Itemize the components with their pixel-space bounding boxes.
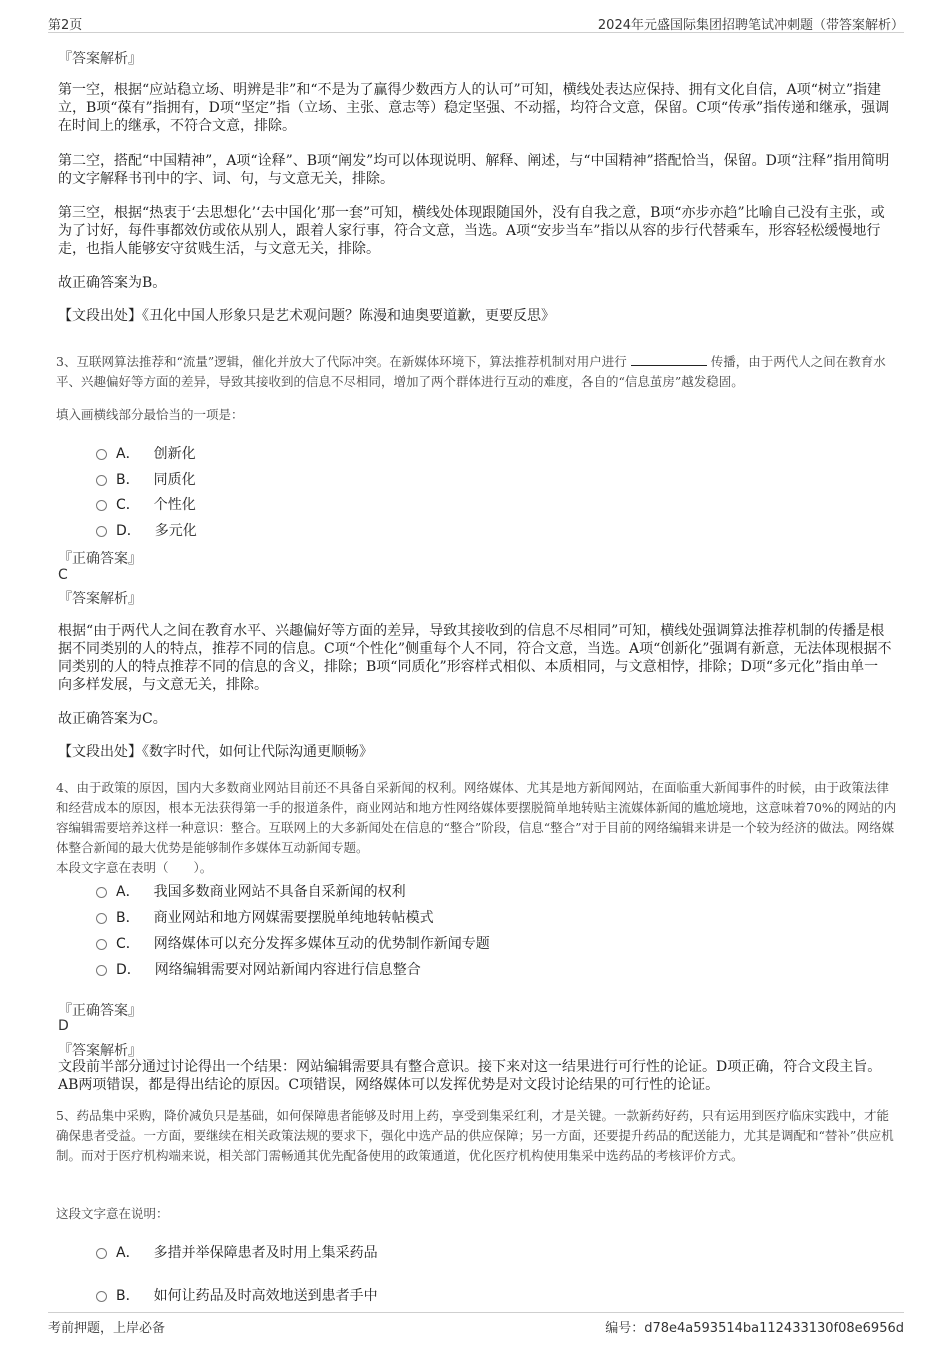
analysis-paragraph: 第二空，搭配“中国精神”，A项“诠释”、B项“阐发”均可以体现说明、解释、阐述，与“中国精神”搭配恰当，保留。D项“注释”指用简明的文字解释书刊中的字、词、句，与文意无关，排除。 xyxy=(58,153,890,187)
question-stem xyxy=(56,352,898,392)
option-letter: A． xyxy=(116,446,140,462)
option-text: 我国多数商业网站不具备自采新闻的权利 xyxy=(153,884,406,900)
radio-button[interactable] xyxy=(96,887,107,898)
answer-label: 『正确答案』 xyxy=(58,1003,142,1019)
analysis-paragraph: 第一空，根据“应站稳立场、明辨是非”和“不是为了赢得少数西方人的认可”可知，横线处表达应保持、拥有文化自信，A项“树立”指建立，B项“葆有”指拥有，D项“坚定”指（立场、主张、意志等）稳定坚强、不动摇，均符合文意，保留。C项“传承”指传递和继承，强调在时间上的继承，不符合文意，排除。 xyxy=(58,82,890,134)
question-prompt: 这段文字意在说明： xyxy=(56,1206,169,1221)
question-stem-part: 传播，由于两代人之间在教育水平、兴趣偏好等方面的差异，导致其接收到的信息不尽相同，增加了两个群体进行互动的难度，各自的“信息茧房”越发稳固。 xyxy=(56,354,886,389)
analysis-label: 『答案解析』 xyxy=(58,591,142,607)
option-letter: D． xyxy=(116,962,141,978)
option-b[interactable] xyxy=(96,469,196,489)
fill-blank xyxy=(631,355,707,366)
document-title: 2024年元盛国际集团招聘笔试冲刺题（带答案解析） xyxy=(597,18,904,33)
radio-button[interactable] xyxy=(96,475,107,486)
question-stem-part: 3、互联网算法推荐和“流量”逻辑，催化并放大了代际冲突。在新媒体环境下，算法推荐机制对用户进行 xyxy=(56,354,627,369)
option-letter: D． xyxy=(116,523,141,539)
conclusion-text: 故正确答案为B。 xyxy=(58,275,167,291)
option-text: 多元化 xyxy=(154,523,197,539)
radio-button[interactable] xyxy=(96,1291,107,1302)
option-text: 创新化 xyxy=(153,446,196,462)
option-letter: C． xyxy=(116,497,140,513)
footer-slogan: 考前押题，上岸必备 xyxy=(48,1321,166,1336)
option-a[interactable] xyxy=(96,443,196,463)
radio-button[interactable] xyxy=(96,449,107,460)
correct-answer: C xyxy=(58,567,68,583)
analysis-paragraph: 文段前半部分通过讨论得出一个结果：网站编辑需要具有整合意识。接下来对这一结果进行可行性的论证。D项正确，符合文段主旨。AB两项错误，都是得出结论的原因。C项错误，网络媒体可以发挥优势是对文段讨论结果的可行性的论证。 xyxy=(58,1059,882,1093)
question-stem: 4、由于政策的原因，国内大多数商业网站目前还不具备自采新闻的权利。网络媒体、尤其是地方新闻网站，在面临重大新闻事件的时候，由于政策法律和经营成本的原因，根本无法获得第一手的报道条件，商业网站和地方性网络媒体要摆脱简单地转贴主流媒体新闻的尴尬境地，这意味着70%的网站的内容编辑需要培养这样一种意识：整合。互联网上的大多新闻处在信息的“整合”阶段，信息“整合”对于目前的网络编辑来讲是一个较为经济的做法。网络媒体整合新闻的最大优势是能够制作多媒体互动新闻专题。 xyxy=(56,780,897,855)
radio-button[interactable] xyxy=(96,965,107,976)
radio-button[interactable] xyxy=(96,500,107,511)
option-letter: A． xyxy=(116,884,140,900)
option-b[interactable] xyxy=(96,907,434,927)
option-text: 网络媒体可以充分发挥多媒体互动的优势制作新闻专题 xyxy=(153,936,490,952)
analysis-label: 『答案解析』 xyxy=(58,1043,142,1059)
option-letter: B． xyxy=(116,910,140,926)
analysis-paragraph: 第三空，根据“热衷于‘去思想化’‘去中国化’那一套”可知，横线处体现跟随国外，没有自我之意，B项“亦步亦趋”比喻自己没有主张，或为了讨好，每件事都效仿或依从别人，跟着人家行事，符合文意，当选。A项“安步当车”指以从容的步行代替乘车，形容轻松缓慢地行走，也指人能够安守贫贱生活，与文意无关，排除。 xyxy=(58,205,885,257)
page-footer xyxy=(48,1312,904,1336)
page-header xyxy=(48,14,904,33)
document-id: 编号：d78e4a593514ba112433130f08e6956d xyxy=(605,1321,904,1336)
option-text: 个性化 xyxy=(153,497,196,513)
option-b[interactable] xyxy=(96,1285,378,1305)
option-text: 同质化 xyxy=(153,472,196,488)
option-letter: C． xyxy=(116,936,140,952)
option-c[interactable] xyxy=(96,494,196,514)
source-citation: 【文段出处】《数字时代，如何让代际沟通更顺畅》 xyxy=(58,744,373,760)
conclusion-text: 故正确答案为C。 xyxy=(58,711,167,727)
question-prompt: 本段文字意在表明（ ）。 xyxy=(56,860,213,875)
option-text: 网络编辑需要对网站新闻内容进行信息整合 xyxy=(154,962,421,978)
question-stem: 5、药品集中采购，降价减负只是基础，如何保障患者能够及时用上药，享受到集采红利，才是关键。一款新药好药，只有运用到医疗临床实践中，才能确保患者受益。一方面，要继续在相关政策法规的要求下，强化中选产品的供应保障；另一方面，还要提升药品的配送能力，尤其是调配和“替补”供应机制。而对于医疗机构端来说，相关部门需畅通其优先配备使用的政策通道，优化医疗机构使用集采中选药品的考核评价方式。 xyxy=(56,1108,894,1163)
question-prompt: 填入画横线部分最恰当的一项是： xyxy=(56,407,244,422)
option-text: 如何让药品及时高效地送到患者手中 xyxy=(153,1288,378,1304)
radio-button[interactable] xyxy=(96,526,107,537)
option-letter: B． xyxy=(116,472,140,488)
analysis-paragraph: 根据“由于两代人之间在教育水平、兴趣偏好等方面的差异，导致其接收到的信息不尽相同”可知，横线处强调算法推荐机制的传播是根据不同类别的人的特点，推荐不同的信息。C项“个性化”侧重每个人不同，符合文意，当选。A项“创新化”强调有新意，无法体现根据不同类别的人的特点推荐不同的信息的含义，排除；B项“同质化”形容样式相似、本质相同，与文意相悖，排除；D项“多元化”指由单一向多样发展，与文意无关，排除。 xyxy=(58,623,892,693)
option-a[interactable] xyxy=(96,1242,378,1262)
radio-button[interactable] xyxy=(96,939,107,950)
page-number: 第2页 xyxy=(48,18,83,33)
option-text: 多措并举保障患者及时用上集采药品 xyxy=(153,1245,378,1261)
radio-button[interactable] xyxy=(96,913,107,924)
answer-label: 『正确答案』 xyxy=(58,551,142,567)
option-letter: B． xyxy=(116,1288,140,1304)
option-d[interactable] xyxy=(96,520,197,540)
source-citation: 【文段出处】《丑化中国人形象只是艺术观问题？陈漫和迪奥要道歉，更要反思》 xyxy=(58,308,555,324)
correct-answer: D xyxy=(58,1018,69,1034)
option-c[interactable] xyxy=(96,933,490,953)
option-letter: A． xyxy=(116,1245,140,1261)
option-a[interactable] xyxy=(96,881,406,901)
option-text: 商业网站和地方网媒需要摆脱单纯地转帖模式 xyxy=(153,910,434,926)
analysis-label: 『答案解析』 xyxy=(58,51,142,67)
option-d[interactable] xyxy=(96,959,421,979)
radio-button[interactable] xyxy=(96,1248,107,1259)
